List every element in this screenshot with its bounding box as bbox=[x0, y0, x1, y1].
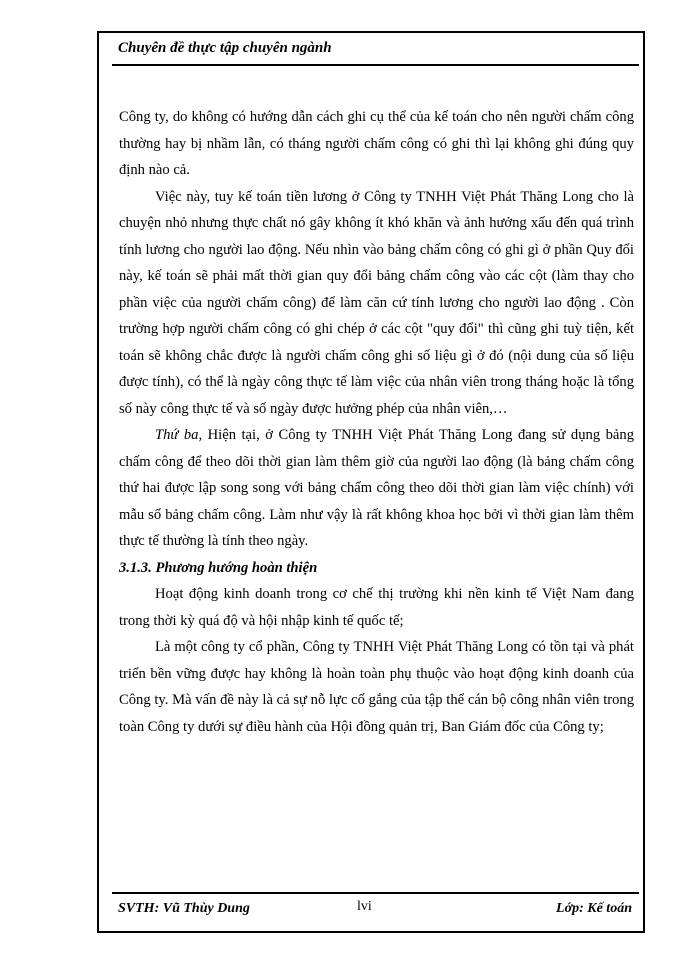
footer-author: SVTH: Vũ Thùy Dung bbox=[118, 901, 250, 916]
paragraph-5: Là một công ty cổ phần, Công ty TNHH Việt Phát Thăng Long có tồn tại và phát triển bền vững được hay không là hoàn toàn phụ thuộc vào hoạt động kinh doanh của Công ty. Mà vấn đề này là cả sự nỗ lực cố gắng của tập thể cán bộ công nhân viên trong toàn Công ty dưới sự điều hành của Hội đồng quản trị, Ban Giám đốc của Công ty; bbox=[119, 639, 634, 735]
document-body bbox=[119, 104, 634, 740]
section-heading: 3.1.3. Phương hướng hoàn thiện bbox=[119, 559, 318, 576]
header-title: Chuyên đề thực tập chuyên ngành bbox=[118, 40, 332, 56]
paragraph-4: Hoạt động kinh doanh trong cơ chế thị trường khi nền kinh tế Việt Nam đang trong thời kỳ quá độ và hội nhập kinh tế quốc tế; bbox=[119, 586, 634, 629]
footer-class: Lớp: Kế toán bbox=[556, 901, 632, 916]
header-rule bbox=[112, 64, 639, 66]
footer-rule bbox=[112, 892, 639, 894]
paragraph-3-text: Hiện tại, ở Công ty TNHH Việt Phát Thăng Long đang sử dụng bảng chấm công để theo dõi thời gian làm thêm giờ của người lao động (là bảng chấm công thứ hai được lập song song với bảng chấm công theo dõi thời gian làm việc chính) với mẫu số bảng chấm công. Làm như vậy là rất không khoa học bởi vì thời gian làm thêm thực tế thường là tính theo ngày. bbox=[119, 427, 634, 549]
paragraph-3-lead: Thứ ba, bbox=[155, 427, 203, 443]
paragraph-2: Việc này, tuy kế toán tiền lương ở Công ty TNHH Việt Phát Thăng Long cho là chuyện nhỏ nhưng thực chất nó gây không ít khó khăn và ảnh hưởng xấu đến quá trình tính lương cho người lao động. Nếu nhìn vào bảng chấm công có ghi gì ở phần Quy đổi này, kế toán sẽ phải mất thời gian quy đổi bảng chấm công vào các cột (làm thay cho phần việc của người chấm công) để làm căn cứ tính lương cho người lao động . Còn trường hợp người chấm công có ghi chép ở các cột "quy đổi" thì cũng ghi tuỳ tiện, kết toán sẽ không chắc được là người chấm công ghi số liệu gì ở đó (nội dung của số liệu được tính), có thể là ngày công thực tế làm việc của nhân viên trong tháng hoặc là tổng số này công thực tế và số ngày được hưởng phép của nhân viên,… bbox=[119, 188, 634, 417]
paragraph-1: Công ty, do không có hướng dẫn cách ghi cụ thể của kế toán cho nên người chấm công thường hay bị nhầm lẫn, có tháng người chấm công có ghi thì lại không ghi đúng quy định nào cả. bbox=[119, 109, 634, 178]
paragraph-3 bbox=[119, 422, 634, 555]
page-number: lvi bbox=[357, 899, 372, 914]
